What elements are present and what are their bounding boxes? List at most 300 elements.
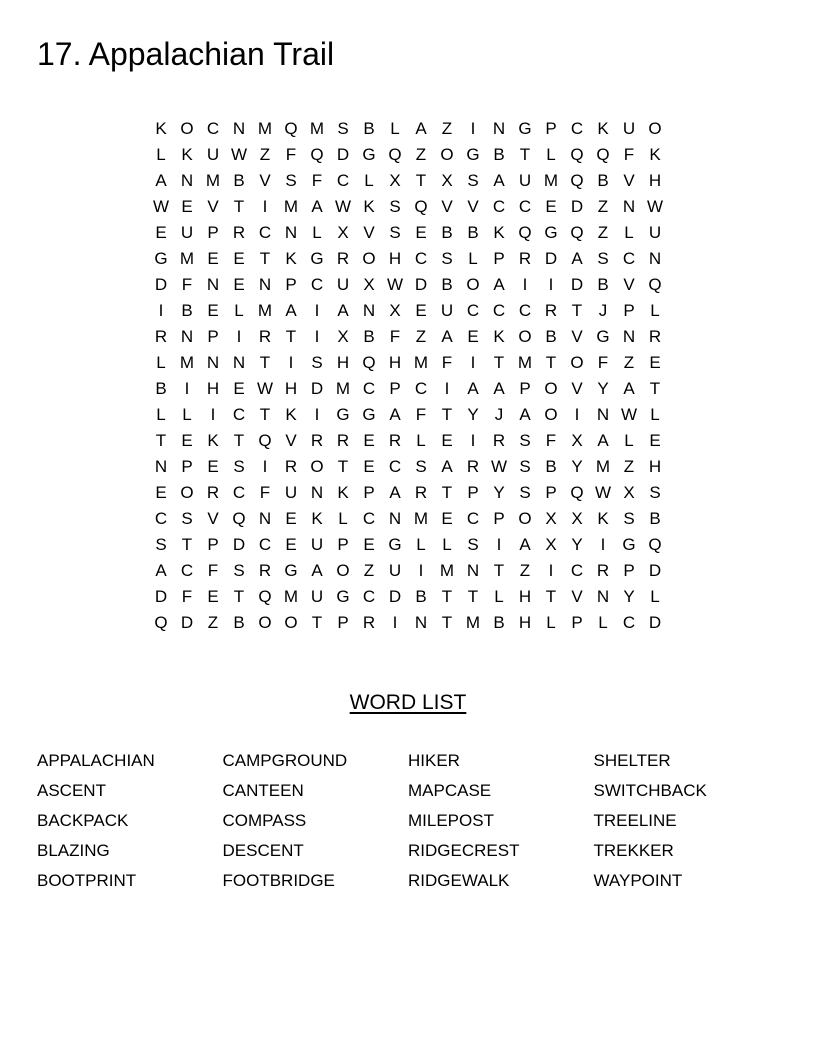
grid-letter: E — [545, 197, 557, 216]
grid-letter: O — [180, 119, 194, 138]
grid-letter: T — [181, 535, 193, 554]
grid-letter: G — [518, 119, 532, 138]
grid-letter: F — [545, 431, 557, 450]
grid-letter: E — [363, 457, 375, 476]
grid-letter: G — [388, 535, 402, 554]
grid-letter: R — [414, 483, 428, 502]
grid-row — [148, 532, 668, 558]
grid-letter: T — [649, 379, 661, 398]
grid-letter: C — [362, 587, 376, 606]
grid-letter: Z — [207, 613, 219, 632]
grid-letter: O — [440, 145, 454, 164]
grid-letter: O — [518, 327, 532, 346]
grid-letter: Q — [648, 275, 662, 294]
grid-letter: C — [414, 249, 428, 268]
grid-letter: T — [545, 587, 557, 606]
grid-letter: A — [571, 249, 583, 268]
word-list-item: BOOTPRINT — [37, 871, 137, 890]
grid-row — [148, 402, 668, 428]
grid-letter: W — [334, 197, 352, 216]
grid-letter: D — [154, 275, 168, 294]
grid-letter: E — [649, 431, 661, 450]
grid-letter: K — [311, 509, 323, 528]
grid-letter: T — [259, 249, 271, 268]
grid-letter: G — [336, 587, 350, 606]
grid-letter: T — [337, 457, 349, 476]
grid-letter: T — [415, 171, 427, 190]
word-search-grid — [148, 116, 668, 636]
grid-letter: C — [154, 509, 168, 528]
grid-letter: N — [180, 171, 194, 190]
grid-letter: I — [418, 561, 424, 580]
grid-letter: Q — [414, 197, 428, 216]
grid-letter: N — [414, 613, 428, 632]
grid-letter: S — [389, 223, 401, 242]
grid-letter: X — [389, 301, 401, 320]
grid-letter: N — [232, 119, 246, 138]
grid-letter: T — [233, 431, 245, 450]
grid-letter: P — [623, 301, 635, 320]
grid-letter: A — [155, 561, 167, 580]
grid-letter: D — [544, 249, 558, 268]
grid-letter: X — [389, 171, 401, 190]
grid-letter: U — [648, 223, 662, 242]
grid-letter: L — [650, 405, 660, 424]
grid-letter: N — [258, 275, 272, 294]
grid-letter: N — [492, 119, 506, 138]
grid-letter: N — [180, 327, 194, 346]
grid-letter: R — [310, 431, 324, 450]
grid-letter: Y — [597, 379, 609, 398]
word-list-item: CANTEEN — [222, 781, 304, 800]
grid-letter: Z — [441, 119, 453, 138]
grid-letter: A — [441, 327, 453, 346]
grid-letter: F — [207, 561, 219, 580]
grid-letter: T — [155, 431, 167, 450]
grid-letter: A — [493, 275, 505, 294]
grid-letter: X — [337, 223, 349, 242]
grid-letter: T — [441, 613, 453, 632]
grid-letter: W — [152, 197, 170, 216]
grid-letter: C — [622, 613, 636, 632]
grid-letter: B — [545, 457, 557, 476]
grid-letter: L — [468, 249, 478, 268]
grid-letter: U — [388, 561, 402, 580]
grid-letter: D — [310, 379, 324, 398]
grid-letter: V — [259, 171, 271, 190]
grid-letter: G — [466, 145, 480, 164]
grid-letter: Z — [259, 145, 271, 164]
grid-letter: A — [311, 197, 323, 216]
grid-letter: D — [648, 561, 662, 580]
grid-letter: W — [230, 145, 248, 164]
grid-letter: O — [180, 483, 194, 502]
grid-letter: L — [416, 535, 426, 554]
grid-letter: E — [363, 535, 375, 554]
word-list-item: COMPASS — [222, 811, 307, 830]
grid-letter: F — [311, 171, 323, 190]
grid-letter: W — [256, 379, 274, 398]
grid-letter: L — [390, 119, 400, 138]
grid-letter: P — [389, 379, 401, 398]
word-list-column — [594, 748, 780, 898]
grid-letter: H — [206, 379, 220, 398]
grid-letter: E — [207, 457, 219, 476]
grid-letter: A — [155, 171, 167, 190]
grid-letter: C — [232, 483, 246, 502]
grid-letter: N — [648, 249, 662, 268]
grid-row — [148, 558, 668, 584]
grid-letter: D — [414, 275, 428, 294]
grid-letter: C — [414, 379, 428, 398]
grid-letter: F — [181, 587, 193, 606]
grid-letter: K — [649, 145, 661, 164]
grid-letter: N — [362, 301, 376, 320]
grid-letter: Z — [623, 457, 635, 476]
grid-letter: L — [650, 587, 660, 606]
grid-letter: B — [597, 275, 609, 294]
grid-row — [148, 350, 668, 376]
grid-letter: M — [595, 457, 611, 476]
grid-letter: Y — [571, 457, 583, 476]
grid-letter: Z — [415, 145, 427, 164]
grid-letter: U — [284, 483, 298, 502]
grid-letter: Q — [570, 223, 584, 242]
grid-letter: O — [570, 353, 584, 372]
grid-letter: A — [441, 457, 453, 476]
grid-letter: R — [154, 327, 168, 346]
grid-letter: C — [570, 561, 584, 580]
grid-letter: T — [259, 353, 271, 372]
grid-letter: X — [545, 509, 557, 528]
word-list-item: TREKKER — [593, 841, 674, 860]
grid-letter: E — [441, 509, 453, 528]
grid-letter: C — [336, 171, 350, 190]
grid-letter: I — [600, 535, 606, 554]
grid-letter: I — [184, 379, 190, 398]
word-list-item: ASCENT — [37, 781, 106, 800]
grid-letter: M — [465, 613, 481, 632]
grid-letter: E — [155, 223, 167, 242]
grid-letter: X — [545, 535, 557, 554]
grid-letter: N — [258, 509, 272, 528]
grid-letter: V — [623, 275, 635, 294]
grid-letter: A — [311, 561, 323, 580]
grid-letter: G — [154, 249, 168, 268]
grid-letter: G — [310, 249, 324, 268]
grid-letter: G — [284, 561, 298, 580]
grid-letter: L — [624, 431, 634, 450]
grid-letter: J — [598, 301, 608, 320]
grid-letter: I — [548, 275, 554, 294]
grid-letter: C — [206, 119, 220, 138]
grid-letter: Y — [623, 587, 635, 606]
grid-letter: N — [206, 275, 220, 294]
word-list-heading: WORD LIST — [349, 691, 467, 714]
word-list-item: SHELTER — [593, 751, 671, 770]
grid-letter: P — [571, 613, 583, 632]
grid-letter: K — [337, 483, 349, 502]
grid-letter: L — [442, 535, 452, 554]
grid-letter: Z — [415, 327, 427, 346]
grid-letter: M — [283, 197, 299, 216]
word-list-item: SWITCHBACK — [593, 781, 707, 800]
grid-letter: V — [571, 587, 583, 606]
grid-letter: S — [415, 457, 427, 476]
grid-letter: S — [649, 483, 661, 502]
grid-letter: E — [467, 327, 479, 346]
grid-letter: I — [470, 431, 476, 450]
grid-letter: R — [232, 223, 246, 242]
grid-row — [148, 584, 668, 610]
grid-letter: I — [314, 405, 320, 424]
grid-letter: E — [181, 431, 193, 450]
grid-letter: T — [311, 613, 323, 632]
grid-letter: U — [310, 587, 324, 606]
grid-letter: C — [258, 535, 272, 554]
grid-letter: I — [392, 613, 398, 632]
grid-letter: T — [441, 405, 453, 424]
grid-letter: X — [441, 171, 453, 190]
grid-letter: A — [285, 301, 297, 320]
grid-row — [148, 376, 668, 402]
grid-letter: I — [158, 301, 164, 320]
grid-letter: D — [232, 535, 246, 554]
grid-letter: Y — [467, 405, 479, 424]
grid-letter: U — [518, 171, 532, 190]
grid-letter: A — [519, 405, 531, 424]
grid-letter: Q — [258, 431, 272, 450]
grid-letter: U — [206, 145, 220, 164]
grid-letter: H — [648, 171, 662, 190]
grid-letter: O — [258, 613, 272, 632]
word-list-item: RIDGEWALK — [408, 871, 510, 890]
grid-letter: A — [467, 379, 479, 398]
grid-letter: E — [415, 223, 427, 242]
grid-letter: I — [470, 119, 476, 138]
grid-letter: R — [648, 327, 662, 346]
grid-letter: S — [233, 457, 245, 476]
grid-letter: D — [570, 197, 584, 216]
grid-letter: E — [233, 275, 245, 294]
grid-letter: T — [493, 561, 505, 580]
grid-letter: G — [544, 223, 558, 242]
grid-row — [148, 506, 668, 532]
grid-letter: L — [156, 405, 166, 424]
grid-letter: P — [467, 483, 479, 502]
grid-letter: T — [233, 587, 245, 606]
grid-letter: V — [467, 197, 479, 216]
grid-letter: S — [181, 509, 193, 528]
grid-letter: H — [518, 587, 532, 606]
grid-letter: T — [285, 327, 297, 346]
grid-letter: R — [284, 457, 298, 476]
word-list — [37, 748, 779, 898]
grid-letter: G — [336, 405, 350, 424]
grid-letter: X — [337, 327, 349, 346]
grid-letter: K — [363, 197, 375, 216]
grid-letter: P — [545, 119, 557, 138]
word-list-item: MAPCASE — [408, 781, 492, 800]
grid-letter: C — [466, 509, 480, 528]
grid-letter: Z — [363, 561, 375, 580]
grid-letter: R — [596, 561, 610, 580]
grid-letter: F — [181, 275, 193, 294]
grid-letter: E — [363, 431, 375, 450]
grid-row — [148, 454, 668, 480]
grid-row — [148, 116, 668, 142]
grid-letter: U — [310, 535, 324, 554]
grid-letter: H — [336, 353, 350, 372]
grid-letter: F — [285, 145, 297, 164]
grid-letter: Q — [648, 535, 662, 554]
grid-letter: K — [493, 223, 505, 242]
grid-letter: U — [180, 223, 194, 242]
grid-letter: I — [470, 353, 476, 372]
grid-letter: X — [571, 509, 583, 528]
grid-letter: R — [492, 431, 506, 450]
word-list-item: RIDGECREST — [408, 841, 520, 860]
grid-letter: S — [623, 509, 635, 528]
grid-letter: E — [285, 509, 297, 528]
grid-letter: S — [597, 249, 609, 268]
grid-letter: B — [363, 327, 375, 346]
grid-letter: Q — [570, 483, 584, 502]
grid-letter: S — [155, 535, 167, 554]
grid-letter: W — [594, 483, 612, 502]
grid-row — [148, 480, 668, 506]
grid-letter: N — [154, 457, 168, 476]
grid-letter: T — [571, 301, 583, 320]
grid-letter: B — [441, 275, 453, 294]
grid-letter: D — [154, 587, 168, 606]
grid-letter: O — [466, 275, 480, 294]
grid-letter: F — [389, 327, 401, 346]
grid-letter: A — [623, 379, 635, 398]
grid-letter: Z — [597, 197, 609, 216]
grid-letter: S — [311, 353, 323, 372]
grid-letter: R — [466, 457, 480, 476]
grid-letter: O — [544, 379, 558, 398]
grid-letter: V — [363, 223, 375, 242]
grid-letter: Z — [597, 223, 609, 242]
grid-letter: N — [206, 353, 220, 372]
grid-letter: A — [415, 119, 427, 138]
grid-letter: N — [596, 587, 610, 606]
grid-letter: Q — [362, 353, 376, 372]
word-list-item: BACKPACK — [37, 811, 129, 830]
grid-letter: D — [570, 275, 584, 294]
grid-letter: Q — [310, 145, 324, 164]
grid-letter: S — [233, 561, 245, 580]
grid-letter: W — [490, 457, 508, 476]
grid-letter: M — [413, 353, 429, 372]
grid-letter: B — [233, 613, 245, 632]
word-list-item: WAYPOINT — [593, 871, 683, 890]
grid-letter: V — [285, 431, 297, 450]
grid-letter: F — [623, 145, 635, 164]
grid-letter: O — [648, 119, 662, 138]
grid-letter: J — [494, 405, 504, 424]
grid-letter: L — [416, 431, 426, 450]
grid-letter: Q — [388, 145, 402, 164]
grid-letter: R — [388, 431, 402, 450]
grid-letter: W — [386, 275, 404, 294]
grid-letter: A — [493, 379, 505, 398]
grid-letter: S — [467, 171, 479, 190]
page-title: 17. Appalachian Trail — [37, 36, 335, 72]
grid-letter: C — [518, 197, 532, 216]
grid-letter: T — [493, 353, 505, 372]
word-list-item: FOOTBRIDGE — [222, 871, 335, 890]
grid-letter: M — [283, 587, 299, 606]
grid-letter: B — [441, 223, 453, 242]
grid-letter: D — [388, 587, 402, 606]
grid-letter: R — [362, 613, 376, 632]
grid-letter: I — [262, 197, 268, 216]
grid-letter: D — [336, 145, 350, 164]
grid-letter: G — [362, 145, 376, 164]
grid-letter: C — [518, 301, 532, 320]
grid-letter: E — [207, 301, 219, 320]
grid-letter: A — [389, 405, 401, 424]
grid-letter: S — [519, 431, 531, 450]
grid-letter: T — [441, 587, 453, 606]
word-list-column — [223, 748, 409, 898]
grid-letter: K — [181, 145, 193, 164]
grid-letter: R — [258, 327, 272, 346]
grid-letter: O — [544, 405, 558, 424]
grid-letter: A — [337, 301, 349, 320]
grid-letter: Q — [284, 119, 298, 138]
grid-letter: E — [155, 483, 167, 502]
grid-letter: S — [467, 535, 479, 554]
grid-letter: P — [363, 483, 375, 502]
grid-letter: P — [545, 483, 557, 502]
grid-letter: I — [444, 379, 450, 398]
grid-letter: G — [622, 535, 636, 554]
grid-letter: V — [207, 197, 219, 216]
grid-letter: H — [388, 353, 402, 372]
grid-letter: E — [441, 431, 453, 450]
grid-letter: L — [156, 145, 166, 164]
grid-letter: S — [285, 171, 297, 190]
grid-letter: R — [336, 249, 350, 268]
grid-letter: U — [622, 119, 636, 138]
grid-letter: E — [415, 301, 427, 320]
grid-letter: I — [574, 405, 580, 424]
grid-letter: E — [233, 249, 245, 268]
grid-letter: B — [493, 613, 505, 632]
grid-letter: C — [258, 223, 272, 242]
grid-letter: V — [207, 509, 219, 528]
grid-row — [148, 246, 668, 272]
grid-letter: O — [518, 509, 532, 528]
grid-letter: G — [596, 327, 610, 346]
grid-letter: L — [650, 301, 660, 320]
grid-letter: L — [338, 509, 348, 528]
grid-letter: C — [570, 119, 584, 138]
word-list-column — [37, 748, 223, 898]
grid-letter: L — [182, 405, 192, 424]
grid-letter: N — [310, 483, 324, 502]
grid-row — [148, 272, 668, 298]
grid-letter: I — [236, 327, 242, 346]
grid-row — [148, 220, 668, 246]
grid-letter: Q — [596, 145, 610, 164]
grid-letter: Z — [623, 353, 635, 372]
grid-row — [148, 324, 668, 350]
